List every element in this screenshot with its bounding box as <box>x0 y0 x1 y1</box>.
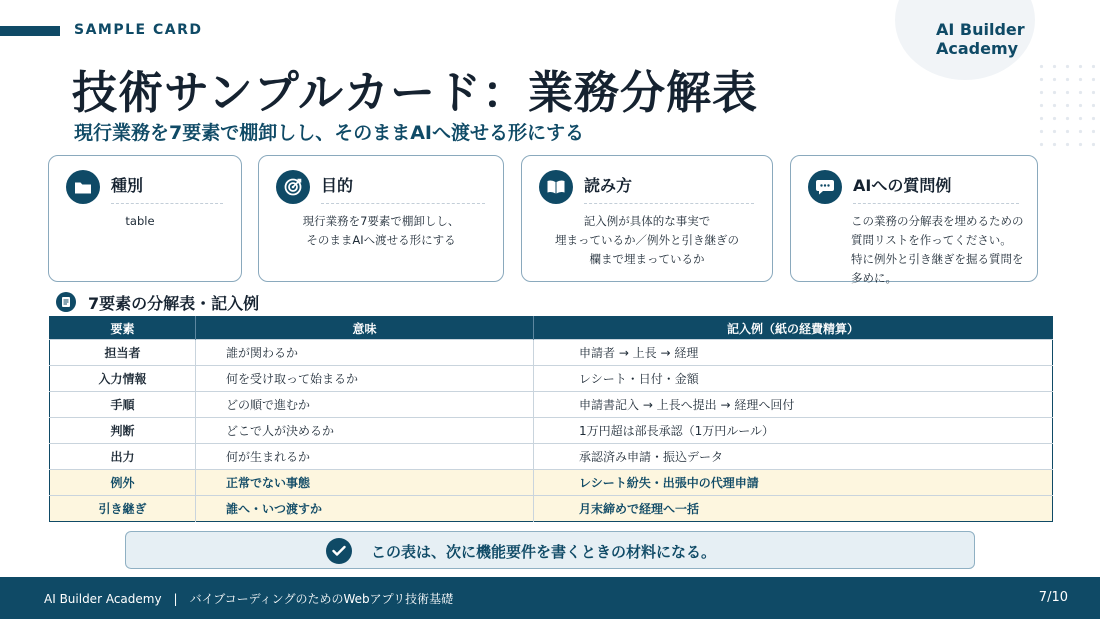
section-title: 7要素の分解表・記入例 <box>88 294 260 313</box>
target-icon <box>276 170 310 204</box>
page-subtitle: 現行業務を7要素で棚卸しし、そのままAIへ渡せる形にする <box>74 122 584 144</box>
card-purpose <box>258 155 504 282</box>
element-cell: 手順 <box>50 392 196 418</box>
card-body: 現行業務を7要素で棚卸しし、 そのままAIへ渡せる形にする <box>302 214 460 247</box>
meaning-cell: 誰が関わるか <box>196 340 534 366</box>
example-cell: 月末締めで経理へ一括 <box>534 496 1053 522</box>
example-cell: レシート紛失・出張中の代理申請 <box>534 470 1053 496</box>
summary-callout <box>125 531 975 569</box>
example-cell: 申請書記入 → 上長へ提出 → 経理へ回付 <box>534 392 1053 418</box>
element-cell: 判断 <box>50 418 196 444</box>
callout-text: この表は、次に機能要件を書くときの材料になる。 <box>371 543 717 561</box>
chat-icon <box>808 170 842 204</box>
meaning-cell: 何が生まれるか <box>196 444 534 470</box>
element-cell: 入力情報 <box>50 366 196 392</box>
table-row <box>50 340 1053 366</box>
decomposition-table <box>49 316 1053 522</box>
brand-name: AI Builder Academy <box>936 20 1025 58</box>
page-number: 7/10 <box>1038 590 1068 605</box>
table-row <box>50 392 1053 418</box>
folder-icon <box>66 170 100 204</box>
decorative-dot-grid <box>1035 60 1095 150</box>
meaning-cell: 誰へ・いつ渡すか <box>196 496 534 522</box>
card-title: 種別 <box>111 176 144 195</box>
element-cell: 担当者 <box>50 340 196 366</box>
header-label: SAMPLE CARD <box>74 22 203 38</box>
card-body: この業務の分解表を埋めるための 質問リストを作ってください。 特に例外と引き継ぎを掘る質問を 多めに。 <box>851 214 1024 285</box>
table-row <box>50 444 1053 470</box>
document-icon <box>56 292 76 312</box>
table-row-highlighted <box>50 496 1053 522</box>
card-body: 記入例が具体的な事実で 埋まっているか／例外と引き継ぎの 欄まで埋まっているか <box>555 214 739 266</box>
card-title: AIへの質問例 <box>853 176 952 195</box>
card-ai-question <box>790 155 1038 285</box>
check-icon <box>326 538 352 564</box>
table-header-row <box>50 317 1053 340</box>
meaning-cell: どの順で進むか <box>196 392 534 418</box>
page-title: 技術サンプルカード：業務分解表 <box>72 66 758 119</box>
card-divider <box>853 203 1019 204</box>
card-title: 読み方 <box>584 176 633 195</box>
column-header: 意味 <box>196 317 534 340</box>
element-cell: 例外 <box>50 470 196 496</box>
meaning-cell: どこで人が決めるか <box>196 418 534 444</box>
example-cell: 承認済み申請・振込データ <box>534 444 1053 470</box>
table-row-highlighted <box>50 470 1053 496</box>
table-row <box>50 418 1053 444</box>
card-divider <box>321 203 485 204</box>
card-type <box>48 155 242 282</box>
card-how-to-read <box>521 155 773 282</box>
meaning-cell: 正常でない事態 <box>196 470 534 496</box>
header-accent-bar <box>0 26 60 36</box>
column-header: 要素 <box>50 317 196 340</box>
footer-text: AI Builder Academy | バイブコーディングのためのWebアプリ技術基礎 <box>44 592 454 606</box>
element-cell: 出力 <box>50 444 196 470</box>
example-cell: 申請者 → 上長 → 経理 <box>534 340 1053 366</box>
element-cell: 引き継ぎ <box>50 496 196 522</box>
card-divider <box>584 203 754 204</box>
card-body: table <box>125 214 155 228</box>
card-title: 目的 <box>321 176 354 195</box>
card-divider <box>111 203 223 204</box>
book-icon <box>539 170 573 204</box>
column-header: 記入例（紙の経費精算） <box>534 317 1053 340</box>
footer <box>0 577 1100 619</box>
example-cell: レシート・日付・金額 <box>534 366 1053 392</box>
meaning-cell: 何を受け取って始まるか <box>196 366 534 392</box>
example-cell: 1万円超は部長承認（1万円ルール） <box>534 418 1053 444</box>
table-row <box>50 366 1053 392</box>
